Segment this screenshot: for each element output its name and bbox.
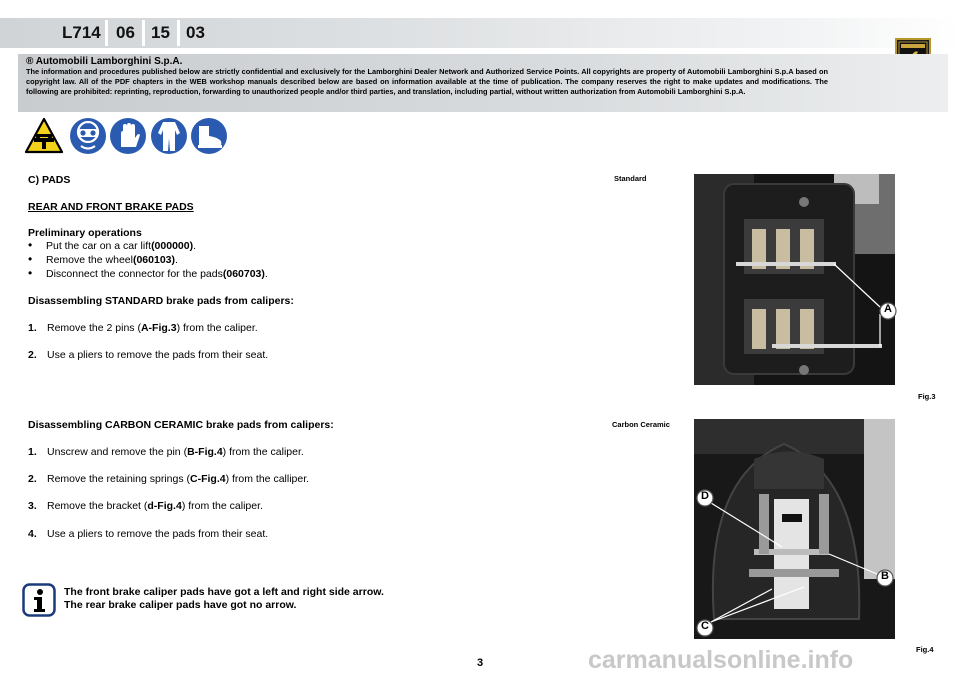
step-item: 2. Remove the retaining springs ( C-Fig.4 ) from the calliper. xyxy=(28,473,310,485)
code-separator xyxy=(105,20,108,46)
list-item: • Disconnect the connector for the pads (060703) . xyxy=(28,266,268,280)
notice-title: ® Automobili Lamborghini S.p.A. xyxy=(26,56,183,67)
doc-code-subgroup: 15 xyxy=(151,23,170,42)
callout-a-label: A xyxy=(884,303,892,315)
carbon-heading: Disassembling CARBON CERAMIC brake pads from calipers: xyxy=(28,419,334,431)
fig4-carbon-ceramic-caliper-photo xyxy=(694,419,895,639)
fig3-label: Fig.3 xyxy=(918,392,936,401)
fig4-caption: Carbon Ceramic xyxy=(612,420,670,429)
step-item: 3. Remove the bracket ( d-Fig.4 ) from the caliper. xyxy=(28,500,263,512)
callout-c-label: C xyxy=(701,620,709,632)
doc-code-section: 03 xyxy=(186,23,205,42)
procedure-subtitle: REAR AND FRONT BRAKE PADS xyxy=(28,201,194,213)
doc-code-group: 06 xyxy=(116,23,135,42)
list-item: • Put the car on a car lift (000000) . xyxy=(28,238,197,252)
safety-shoes-icon xyxy=(189,116,229,156)
note-text: The front brake caliper pads have got a left and right side arrow. The rear brake caliper pads have got no arrow. xyxy=(64,586,384,611)
fig3-caption: Standard xyxy=(614,174,647,183)
standard-heading: Disassembling STANDARD brake pads from calipers: xyxy=(28,295,294,307)
code-separator xyxy=(142,20,145,46)
callout-b-label: B xyxy=(881,570,889,582)
code-separator xyxy=(177,20,180,46)
step-item: 2. Use a pliers to remove the pads from their seat. xyxy=(28,349,269,361)
page-number: 3 xyxy=(477,657,484,669)
gloves-icon xyxy=(108,116,148,156)
bullet-icon: • xyxy=(28,252,33,266)
list-item: • Remove the wheel (060103) . xyxy=(28,252,178,266)
fig4-label: Fig.4 xyxy=(916,645,934,654)
overalls-icon xyxy=(149,116,189,156)
safety-goggles-icon xyxy=(68,116,108,156)
watermark: carmanualsonline.info xyxy=(588,646,854,674)
step-item: 1. Remove the 2 pins ( A-Fig.3 ) from the caliper. xyxy=(28,322,258,334)
step-item: 4. Use a pliers to remove the pads from their seat. xyxy=(28,528,269,540)
section-title: C) PADS xyxy=(28,174,71,186)
step-item: 1. Unscrew and remove the pin ( B-Fig.4 ) from the caliper. xyxy=(28,446,304,458)
preliminary-heading: Preliminary operations xyxy=(28,227,142,239)
car-lift-warning-icon xyxy=(24,116,64,156)
bullet-icon: • xyxy=(28,238,33,252)
notice-text: The information and procedures published below are strictly confidential and exclusively for the Lamborghini Dealer Network and Authorized Service Points. All copyrights are property of Automobili Lamborghini S.p.A based on copyright law. All of the PDF chapters in the WEB workshop manuals described below are based on information available at the time of publication. The company reserves the right to make updates and modifications. The following are prohibited: reprinting, reproduction, forwarding to unauthorized people and/or third parties, and translation, including partial, without written authorization from Automobili Lamborghini S.p.A. xyxy=(26,67,828,96)
callout-d-label: D xyxy=(701,490,709,502)
doc-code-model: L714 xyxy=(62,23,101,42)
bullet-icon: • xyxy=(28,266,33,280)
info-icon xyxy=(22,583,56,617)
fig3-standard-caliper-photo xyxy=(694,174,895,385)
